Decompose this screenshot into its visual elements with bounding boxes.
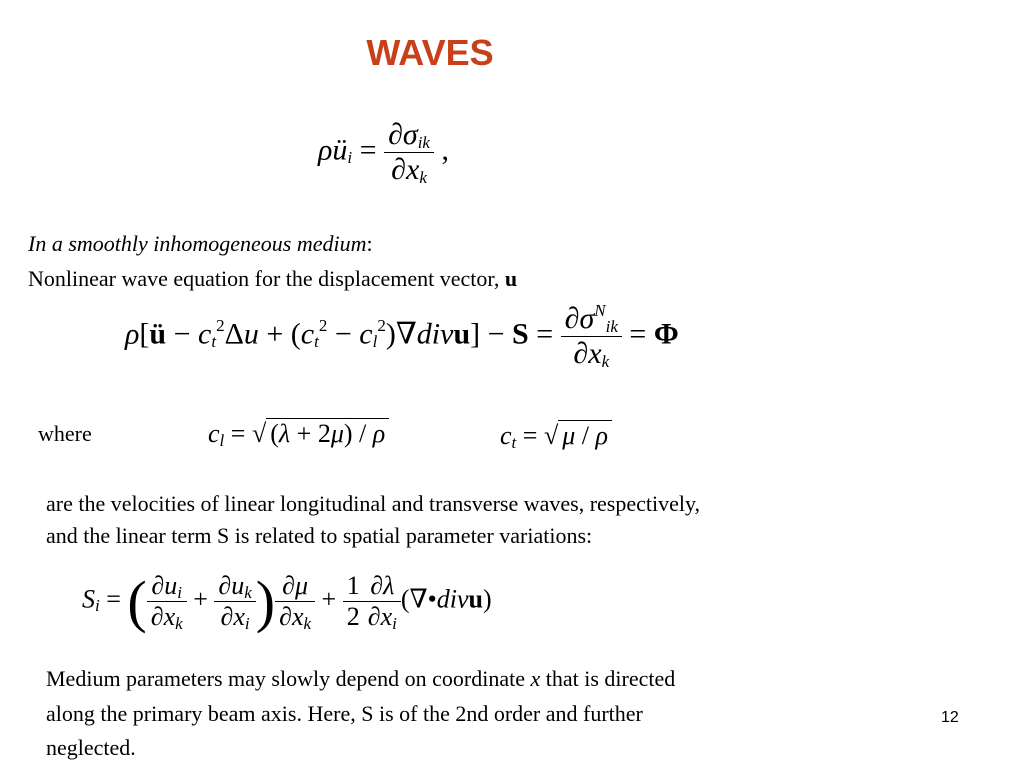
slide-title: WAVES [366, 32, 494, 73]
equation-transverse-velocity: $c_t$ = √ μ / ρ [500, 420, 612, 451]
medium-parameters-text-b: that is directed [540, 666, 676, 691]
velocities-line-1: are the velocities of linear longitudinal and transverse waves, respectively, [46, 491, 701, 516]
medium-heading-colon: : [366, 231, 373, 256]
displacement-vector-symbol: u [504, 266, 518, 291]
equation-nonlinear-wave: ρ[ü − $c_t^2\Delta u + (c_t^2$ − $c_l^2)\nabla divu] - S$ = $\frac{\partial\sigma^N_{ik}}{\partial x_k}$ = Φ [125, 301, 679, 371]
page-number: 12 [941, 709, 959, 726]
nonlinear-equation-intro [28, 262, 517, 296]
equation-longitudinal-velocity: $c_l$ = √ (λ + 2μ) / ρ [208, 418, 389, 449]
equation-motion: $\rho ü_i$ = $\frac{\partial\sigma_{ik}}{\partial x_k}$ , [318, 118, 449, 187]
medium-parameters-text-a: Medium parameters may slowly depend on coordinate [46, 666, 531, 691]
medium-parameters-line-3: neglected. [46, 735, 136, 760]
nonlinear-intro-text: Nonlinear wave equation for the displacement vector, [28, 266, 505, 291]
velocities-line-2: and the linear term S is related to spatial parameter variations: [46, 523, 593, 548]
medium-heading [28, 227, 373, 261]
coordinate-x: x [530, 666, 541, 691]
medium-heading-italic: In a smoothly inhomogeneous medium [28, 231, 367, 256]
equation-linear-term: $S_i$ = ( $\frac{\partial u_i}{\partial x_k}$ + $\frac{\partial u_k}{\partial x_i}$ ) $\frac{\partial\mu}{\partial x_k}$ + $\frac{1}{2}$ $\frac{\partial\lambda}{\partial x_i}$ (∇•divu) [82, 569, 492, 634]
medium-parameters-line-2: along the primary beam axis. Here, S is of the 2nd order and further [46, 701, 643, 726]
where-label: where [38, 421, 92, 446]
medium-parameters-line-1 [46, 662, 675, 696]
